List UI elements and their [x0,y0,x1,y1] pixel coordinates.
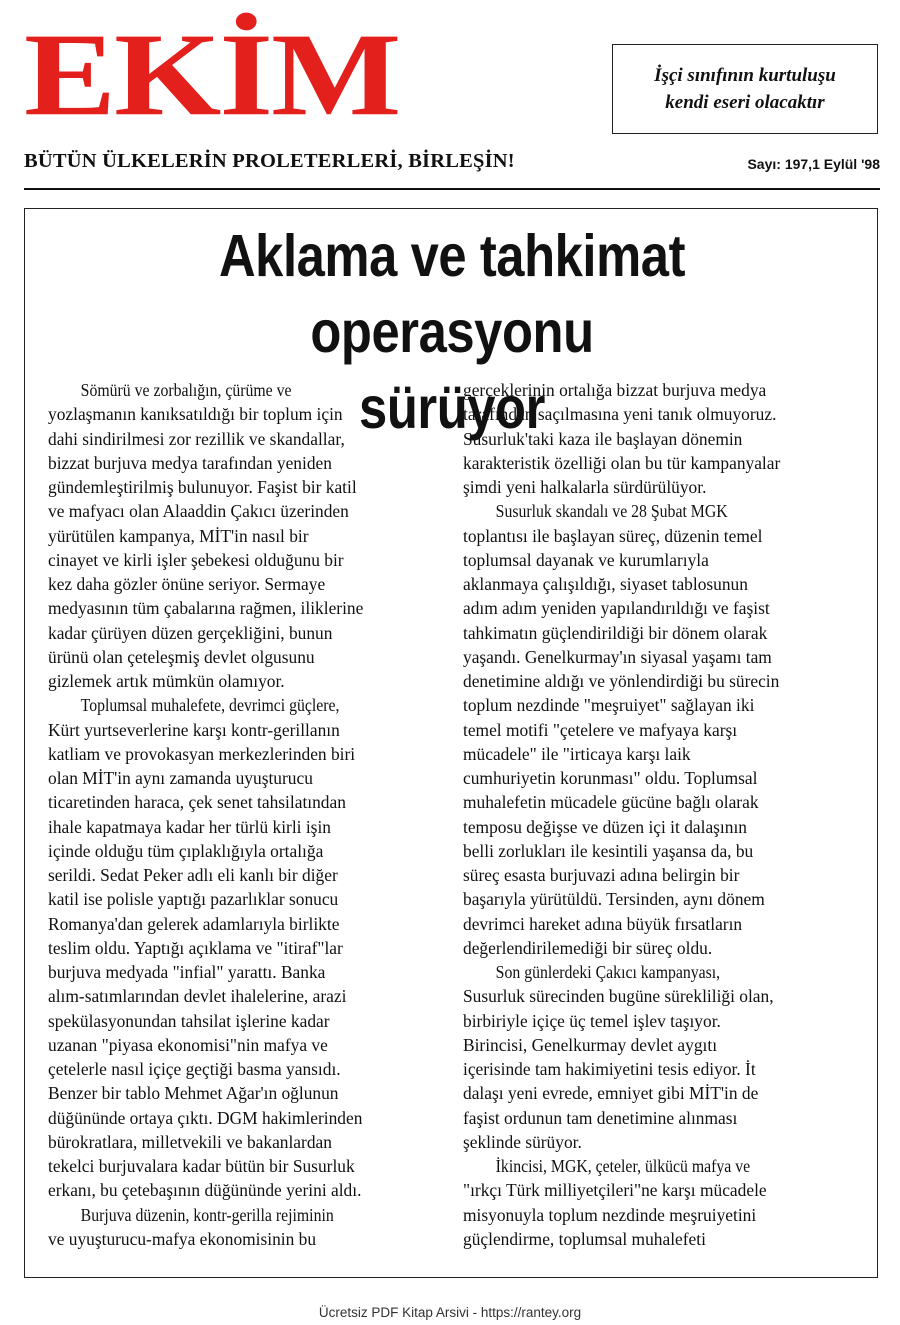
issue-info: Sayı: 197,1 Eylül '98 [747,156,880,172]
text-line: erkanı, bu çetebaşının düğününde yerini aldı. [48,1180,362,1201]
text-line: toplum nezdinde "meşruiyet" sağlayan iki [463,695,755,716]
text-line: katil ise polisle yaptığı pazarlıklar sonucu [48,889,339,910]
masthead-logo: EKİM [24,8,400,141]
text-line: denetimine aldığı ve yönlendirdiği bu sürecin [463,671,780,691]
text-line: teslim oldu. Yaptığı açıklama ve "itiraf"lar [48,937,343,958]
text-line: yozlaşmanın kanıksatıldığı bir toplum için [48,404,343,425]
article-column-right [463,378,853,1251]
text-line: ihale kapatmaya kadar her türlü kirli işin [48,816,331,837]
text-line: çetelerle nasıl içiçe geçtiği basma yansıdı. [48,1059,341,1079]
text-line: misyonuyla toplum nezdinde meşruiyetini [463,1204,757,1225]
text-line: temel motifi "çetelere ve mafyaya karşı [463,719,738,740]
text-line: birbiriyle içiçe üç temel işlev taşıyor. [463,1010,721,1031]
text-line: düğününde ortaya çıktı. DGM hakimlerinden [48,1107,363,1128]
text-line: spekülasyonundan tahsilat işlerine kadar [48,1010,330,1031]
text-line: devrimci hareket adına büyük fırsatların [463,913,743,934]
masthead-bar [24,148,880,190]
text-line: Benzer bir tablo Mehmet Ağar'ın oğlunun [48,1083,339,1104]
text-line: Susurluk skandalı ve 28 Şubat MGK [495,501,728,522]
text-line: toplantısı ile başlayan süreç, düzenin temel [463,525,763,546]
text-line: mücadele" ile "irticaya karşı laik [463,743,691,764]
text-line: ticaretinden haraca, çek senet tahsilatından [48,792,346,813]
text-line: toplumsal dayanak ve kurumlarıyla [463,549,709,570]
text-line: burjuva medyada "infial" yarattı. Banka [48,962,326,982]
text-line: ürünü olan çeteleşmiş devlet olgusunu [48,646,315,667]
headline-line: sürüyor [359,375,545,441]
article-paragraph [463,1154,853,1251]
text-line: gizlemek artık mümkün olamıyor. [48,671,285,691]
text-line: cinayet ve kirli işler şebekesi olduğunu bir [48,549,344,570]
text-line: dalaşı yeni evrede, emniyet gibi MİT'in de [463,1083,759,1104]
text-line: başarıyla yürütüldü. Tersinden, aynı dönem [463,889,765,910]
text-line: yürütülen kampanya, MİT'in nasıl bir [48,525,309,546]
headline-line: Aklama ve tahkimat operasyonu [218,223,686,365]
text-line: bizzat burjuva medya tarafından yeniden [48,452,332,473]
text-line: şimdi yeni halkalarla sürdürülüyor. [463,477,707,497]
text-line: tarafından saçılmasına yeni tanık olmuyoruz. [463,404,777,425]
text-line: alım-satımlarından devlet ihalelerine, arazi [48,986,347,1007]
text-line: gündemleştirilmiş bulunuyor. Faşist bir katil [48,477,357,497]
text-line: uzanan "piyasa ekonomisi"nin mafya ve [48,1034,328,1055]
text-line: Romanya'dan gelerek adamlarıyla birlikte [48,913,340,934]
text-line: aklanmaya çalışıldığı, siyaset tablosunun [463,574,748,594]
text-line: katliam ve provokasyan merkezlerinden biri [48,743,356,764]
article-paragraph [463,499,853,960]
text-line: İkincisi, MGK, çeteler, ülkücü mafya ve [495,1156,751,1176]
article-paragraph [463,378,853,499]
text-line: ve mafyacı olan Alaaddin Çakıcı üzerinden [48,501,349,522]
text-line: güçlendirme, toplumsal muhalefeti [463,1228,706,1249]
text-line: dahi sindirilmesi zor rezillik ve skandallar, [48,428,345,449]
slogan-line: kendi eseri olacaktır [665,92,825,113]
text-line: olan MİT'in aynı zamanda uyuşturucu [48,768,313,788]
text-line: Burjuva düzenin, kontr-gerilla rejiminin [80,1204,334,1225]
text-line: bürokratlara, milletvekili ve bakanlardan [48,1131,332,1152]
text-line: şeklinde sürüyor. [463,1131,582,1152]
text-line: süreç esasta burjuvazi adına belirgin bir [463,865,740,885]
text-line: muhalefetin mücadele gücüne bağlı olarak [463,792,759,813]
text-line: tahkimatın güçlendirildiği bir dönem olarak [463,622,768,643]
text-line: Sömürü ve zorbalığın, çürüme ve [80,380,292,400]
article-paragraph [48,378,438,693]
text-line: cumhuriyetin korunması" oldu. Toplumsal [463,768,758,788]
article-paragraph [48,693,438,1202]
text-line: ve uyuşturucu-mafya ekonomisinin bu [48,1228,317,1249]
text-line: Son günlerdeki Çakıcı kampanyası, [495,962,721,982]
text-line: yaşandı. Genelkurmay'ın siyasal yaşamı tam [463,646,772,667]
article-column-left [48,378,438,1251]
text-line: temposu değişse ve düzen içi it dalaşının [463,816,747,837]
footer-watermark: Ücretsiz PDF Kitap Arsivi - https://rantey.org [318,1305,582,1320]
text-line: Susurluk'taki kaza ile başlayan dönemin [463,428,743,449]
article-paragraph [463,960,853,1154]
text-line: Toplumsal muhalefete, devrimci güçlere, [80,695,340,716]
text-line: tekelci burjuvalara kadar bütün bir Susurluk [48,1156,355,1176]
text-line: Susurluk sürecinden bugüne sürekliliği olan, [463,986,774,1007]
text-line: Kürt yurtseverlerine karşı kontr-gerillanın [48,719,340,740]
text-line: gerçeklerinin ortalığa bizzat burjuva medya [463,380,767,400]
text-line: kez daha gözler önüne seriyor. Sermaye [48,574,326,594]
text-line: serildi. Sedat Peker adlı eli kanlı bir diğer [48,865,338,885]
text-line: adım adım yeniden yapılandırıldığı ve faşist [463,598,770,619]
masthead-motto: BÜTÜN ÜLKELERİN PROLETERLERİ, BİRLEŞİN! [24,150,515,172]
text-line: "ırkçı Türk milliyetçileri"ne karşı mücadele [463,1180,767,1201]
slogan-line: İşçi sınıfının kurtuluşu [654,65,836,86]
text-line: kadar çürüyen düzen gerçekliğini, bunun [48,622,333,643]
text-line: medyasının tüm çabalarına rağmen, iliklerine [48,598,364,619]
slogan-box [612,44,878,134]
text-line: değerlendirilemediği bir süreç oldu. [463,937,713,958]
text-line: Birincisi, Genelkurmay devlet aygıtı [463,1034,718,1055]
text-line: faşist ordunun tam denetimine alınması [463,1107,738,1128]
text-line: karakteristik özelliği olan bu tür kampanyalar [463,452,781,473]
article-paragraph [48,1203,438,1252]
text-line: içerisinde tam hakimiyetini tesis ediyor. İt [463,1059,756,1079]
text-line: içinde olduğu tüm çıplaklığıyla ortalığa [48,840,324,861]
text-line: belli zorlukları ile kesintili yaşansa da, bu [463,840,754,861]
